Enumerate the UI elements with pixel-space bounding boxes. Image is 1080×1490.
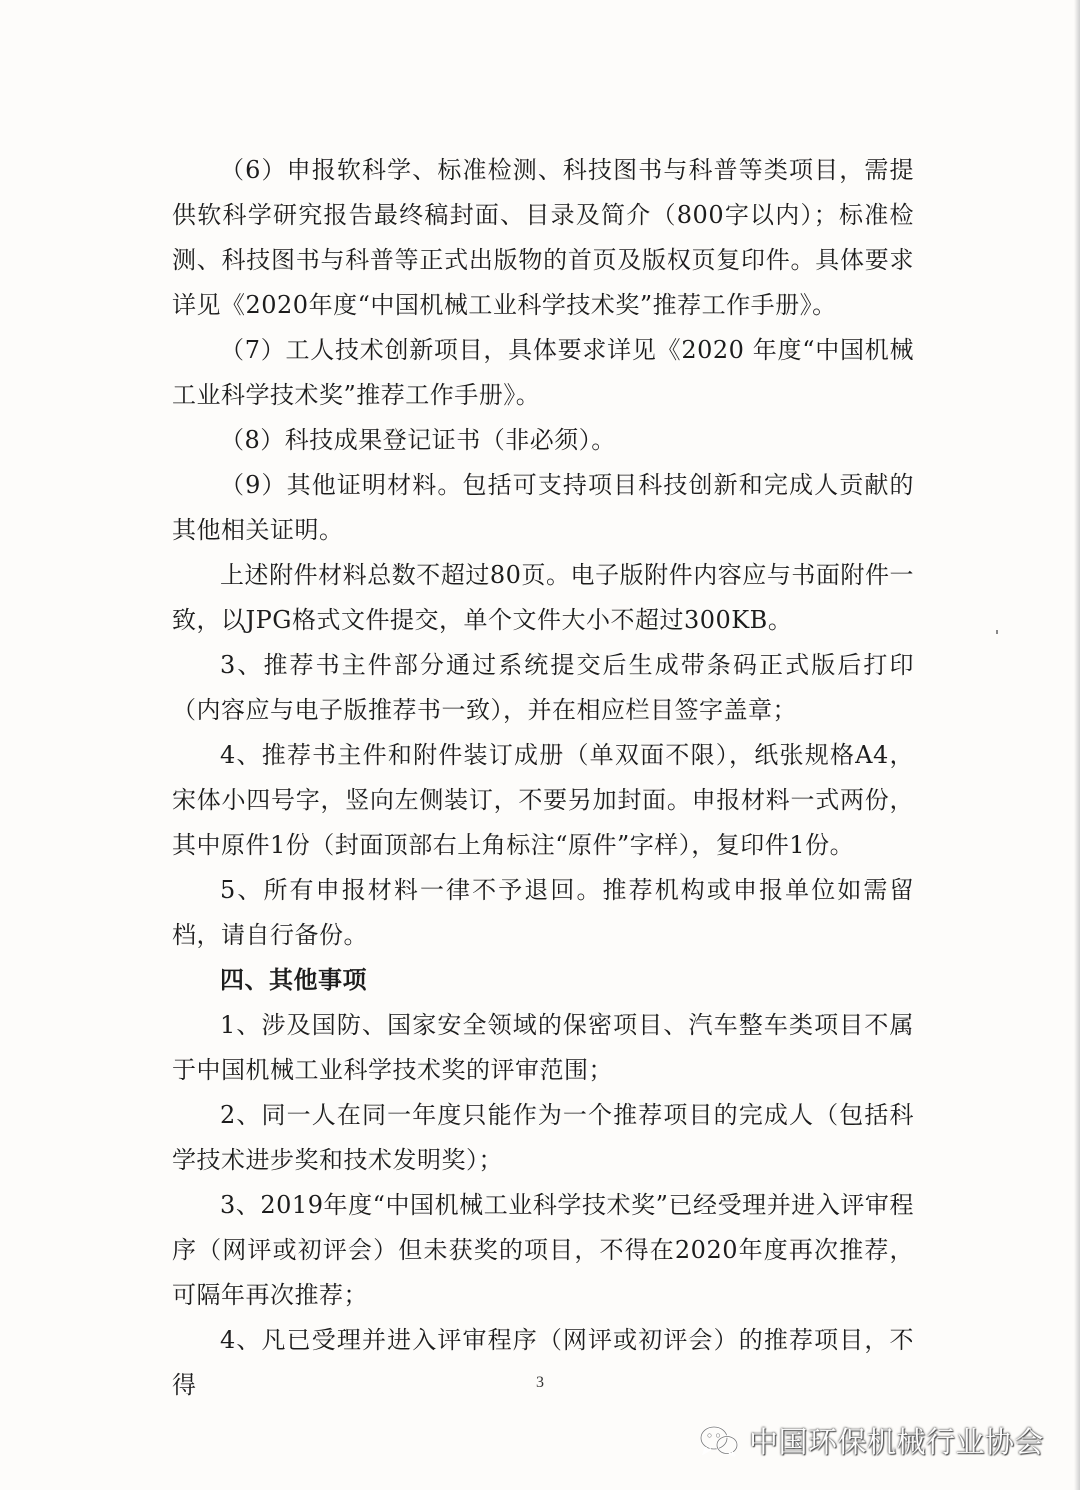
paragraph-point-5: 5、所有申报材料一律不予退回。推荐机构或申报单位如需留档，请自行备份。 — [172, 876, 914, 949]
paragraph-other-4: 4、凡已受理并进入评审程序（网评或初评会）的推荐项目，不得 — [172, 1326, 914, 1399]
wechat-icon — [699, 1424, 739, 1458]
paragraph-point-3: 3、推荐书主件部分通过系统提交后生成带条码正式版后打印（内容应与电子版推荐书一致），并在相应栏目签字盖章； — [172, 651, 914, 724]
page-edge — [1074, 0, 1080, 1490]
paragraph-other-3: 3、2019年度“中国机械工业科学技术奖”已经受理并进入评审程序（网评或初评会）但未获奖的项目，不得在2020年度再次推荐，可隔年再次推荐； — [172, 1191, 914, 1309]
document-body — [172, 148, 914, 1408]
watermark — [699, 1420, 1044, 1461]
paragraph-other-2: 2、同一人在同一年度只能作为一个推荐项目的完成人（包括科学技术进步奖和技术发明奖）； — [172, 1101, 914, 1174]
paragraph-item-8: （8）科技成果登记证书（非必须）。 — [220, 426, 616, 454]
paragraph-attachment-limit: 上述附件材料总数不超过80页。电子版附件内容应与书面附件一致，以JPG格式文件提交，单个文件大小不超过300KB。 — [172, 561, 914, 634]
paragraph-item-9: （9）其他证明材料。包括可支持项目科技创新和完成人贡献的其他相关证明。 — [172, 471, 914, 544]
paragraph-point-4: 4、推荐书主件和附件装订成册（单双面不限），纸张规格A4，宋体小四号字，竖向左侧装订，不要另加封面。申报材料一式两份，其中原件1份（封面顶部右上角标注“原件”字样），复印件1份。 — [172, 741, 914, 859]
paragraph-item-6: （6）申报软科学、标准检测、科技图书与科普等类项目，需提供软科学研究报告最终稿封面、目录及简介（800字以内）；标准检测、科技图书与科普等正式出版物的首页及版权页复印件。具体要求详见《2020年度“中国机械工业科学技术奖”推荐工作手册》。 — [172, 156, 914, 319]
section-heading-other-matters: 四、其他事项 — [220, 966, 367, 994]
paragraph-other-1: 1、涉及国防、国家安全领域的保密项目、汽车整车类项目不属于中国机械工业科学技术奖的评审范围； — [172, 1011, 914, 1084]
watermark-text: 中国环保机械行业协会 — [748, 1425, 1044, 1459]
page-number: 3 — [536, 1374, 544, 1391]
paragraph-item-7: （7）工人技术创新项目，具体要求详见《2020 年度“中国机械工业科学技术奖”推荐工作手册》。 — [172, 336, 914, 409]
scan-speck — [996, 630, 998, 634]
